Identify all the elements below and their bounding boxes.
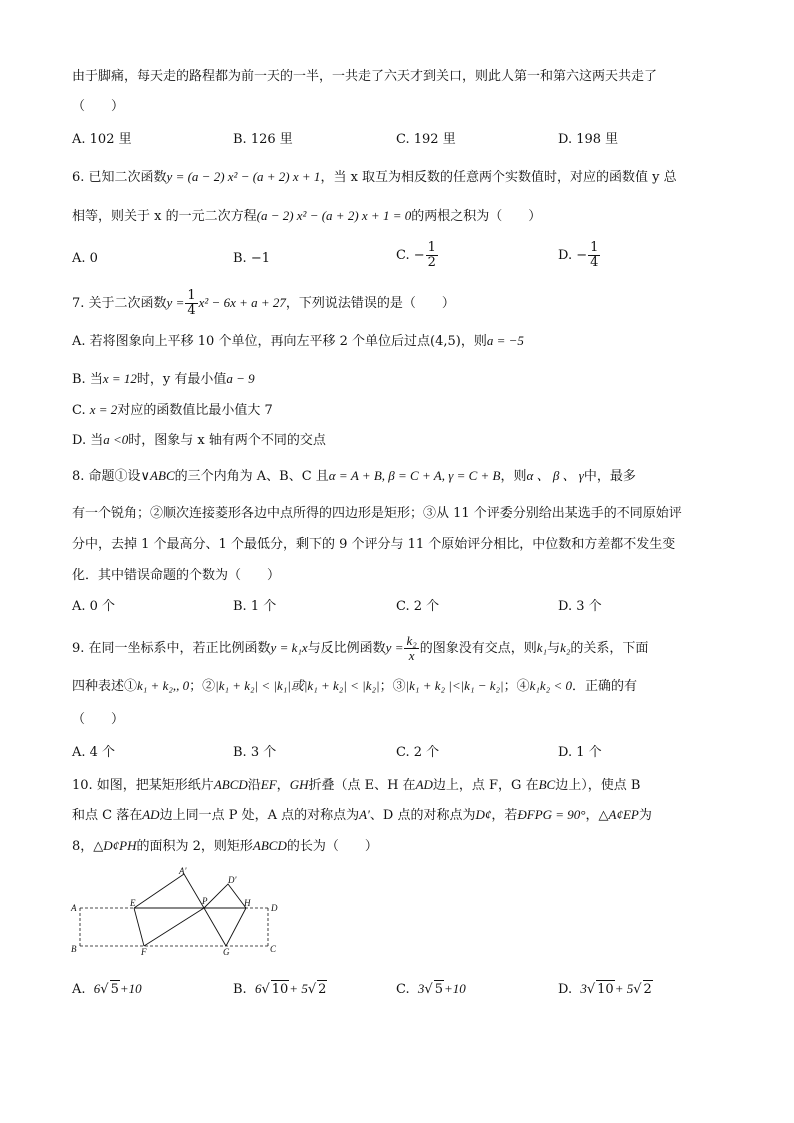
q9-text: ；④ [503, 679, 530, 694]
q9-expr: k₁ + k₂,, 0 [137, 678, 190, 693]
q10-expr: 6 [93, 981, 101, 996]
sqrt-radicand: 5 [110, 982, 119, 997]
label-c: C [270, 944, 277, 954]
label-g: G [223, 947, 230, 957]
q9-stem-line1 [72, 634, 648, 663]
q9-option-b: B. 3 个 [233, 745, 277, 760]
q9-text: ；② [189, 679, 216, 694]
q9-expr: k₁k₂ < 0 [529, 678, 572, 693]
q10-expr: ÐFPG = 90° [517, 807, 586, 822]
q10-text: 10. 如图，把某矩形纸片 [72, 778, 214, 793]
q10-text: 沿 [247, 778, 261, 793]
q8-expr: ∨ABC [140, 468, 175, 483]
q9-text: 9. 在同一坐标系中，若正比例函数 [72, 641, 271, 656]
q8-text: 中，最多 [583, 469, 636, 484]
q10-option-label: B. [233, 982, 247, 997]
sqrt-icon: √ [307, 982, 317, 997]
q7-text: A. 若将图象向上平移 10 个单位，再向左平移 2 个单位后过点 [72, 334, 430, 349]
q10-text: 边上），使点 B [555, 778, 641, 793]
fraction-numerator: 1 [590, 240, 599, 255]
q10-stem-line3 [72, 837, 378, 856]
label-e: E [130, 898, 136, 908]
q10-text: 的面积为 2，则矩形 [136, 839, 253, 854]
sqrt-radicand: 10 [597, 982, 614, 997]
q5-option-d: D. 198 里 [558, 132, 619, 147]
q9-text: 的图象没有交点，则 [419, 641, 537, 656]
q6-option-b: B. −1 [233, 251, 270, 266]
sqrt-radicand: 10 [271, 982, 289, 997]
q10-expr: A′ [359, 807, 370, 822]
q8-expr: α = A + B, β = C + A, γ = C + B [328, 468, 501, 483]
q7-option-c [72, 401, 273, 420]
q9-option-c: C. 2 个 [396, 745, 440, 760]
q7-text: ，下列说法错误的是（ ） [285, 296, 455, 311]
fraction-numerator: 1 [427, 240, 436, 255]
q9-expr: |k₁ + k₂ |<|k₁ − k₂| [405, 678, 504, 693]
q5-option-b: B. 126 里 [233, 132, 293, 147]
q7-text: B. 当 [72, 372, 103, 387]
q6-equation-expr: (a − 2) x² − (a + 2) x + 1 = 0 [256, 208, 412, 223]
q5-stem-line2: （ ） [72, 99, 125, 114]
q10-expr: +10 [443, 981, 466, 996]
q10-figure [68, 866, 288, 958]
q10-stem-line1 [72, 776, 640, 795]
label-a: A [71, 903, 77, 913]
q10-expr: 3 [580, 981, 587, 996]
q10-expr: BC [538, 777, 556, 792]
q10-option-b [233, 980, 327, 999]
q7-fraction [185, 289, 197, 318]
fraction-denominator: 4 [187, 303, 196, 318]
q10-text: 的长为（ ） [286, 839, 378, 854]
q9-stem-line2 [72, 677, 637, 696]
q6-option-a: A. 0 [72, 251, 98, 266]
q10-expr: GH [289, 777, 309, 792]
q10-expr: AD [142, 807, 160, 822]
q9-stem-line3: （ ） [72, 712, 125, 727]
q9-expr: y = k₁x [270, 640, 308, 655]
q7-text: ，则 [460, 334, 487, 349]
q8-stem-line2: 有一个锐角；②顺次连接菱形各边中点所得的四边形是矩形；③从 11 个评委分别给出某选手的不同原始评 [72, 506, 682, 521]
q6-text: 6. 已知二次函数 [72, 170, 167, 185]
q7-text: 时，图象与 x 轴有两个不同的交点 [128, 433, 326, 448]
q6-function-expr: y = (a − 2) x² − (a + 2) x + 1 [166, 169, 321, 184]
q9-text: 与反比例函数 [307, 641, 386, 656]
q10-expr: ABCD [252, 838, 287, 853]
q6-option-d-fraction [588, 241, 600, 270]
q6-option-d [558, 241, 601, 270]
q7-text: 时，y 有最小值 [136, 372, 227, 387]
label-b: B [71, 944, 77, 954]
q6-stem-line1 [72, 168, 677, 187]
sqrt-icon: √ [100, 982, 109, 997]
q9-text: ；③ [379, 679, 406, 694]
q9-text: 四种表述① [72, 679, 138, 694]
q7-expr: x = 12 [102, 371, 137, 386]
q5-option-c: C. 192 里 [396, 132, 456, 147]
label-h: H [244, 898, 251, 908]
q7-stem [72, 289, 455, 318]
q8-expr: α 、 β 、 γ [526, 468, 584, 483]
q10-stem-line2 [72, 806, 652, 825]
q7-expr: x = 2 [89, 402, 118, 417]
label-p: P [202, 896, 208, 906]
q10-expr: EF [260, 777, 277, 792]
sqrt-icon: √ [424, 982, 433, 997]
q8-option-d: D. 3 个 [558, 599, 602, 614]
q10-expr: D¢ [475, 807, 492, 822]
q7-expr: a − 9 [226, 371, 255, 386]
q8-text: 8. 命题①设 [72, 469, 141, 484]
q7-text: D. 当 [72, 433, 104, 448]
q9-text: ．正确的有 [571, 679, 637, 694]
sqrt-radicand: 2 [643, 982, 652, 997]
q7-option-d [72, 431, 326, 450]
q9-option-d: D. 1 个 [558, 745, 602, 760]
q7-text: 对应的函数值比最小值大 7 [117, 403, 273, 418]
fraction-denominator: 2 [427, 255, 436, 270]
q10-option-label: C. [396, 982, 410, 997]
q6-stem-line2 [72, 207, 541, 226]
q10-expr: △D¢PH [93, 838, 137, 853]
q10-option-d [558, 980, 653, 999]
sqrt-icon: √ [633, 982, 642, 997]
q7-point: (4,5) [430, 334, 461, 349]
q6-option-d-label: D. − [558, 248, 588, 263]
fraction-denominator: x [408, 648, 415, 663]
label-d-prime: D' [228, 875, 237, 885]
q6-text: 的两根之积为（ ） [411, 209, 542, 224]
q8-option-b: B. 1 个 [233, 599, 277, 614]
q10-expr: +10 [119, 981, 142, 996]
q6-text: 相等，则关于 x 的一元二次方程 [72, 209, 257, 224]
q10-option-a [72, 980, 142, 999]
q7-expr: x² − 6x + a + 27 [198, 295, 286, 310]
q10-expr: 6 [254, 981, 262, 996]
q8-stem-line1 [72, 467, 636, 486]
q8-option-c: C. 2 个 [396, 599, 440, 614]
q10-expr: + 5 [614, 981, 634, 996]
fraction-denominator: 4 [590, 255, 599, 270]
q9-expr: y = [385, 640, 404, 655]
q10-expr: AD [415, 777, 433, 792]
q6-option-c [396, 241, 439, 270]
label-a-prime: A' [179, 866, 187, 876]
q10-expr: + 5 [289, 981, 308, 996]
q8-option-a: A. 0 个 [72, 599, 116, 614]
q7-text: C. [72, 403, 86, 418]
q10-option-label: D. [558, 982, 573, 997]
q8-text: ，则 [500, 469, 527, 484]
q7-expr: y = [166, 295, 185, 310]
q7-expr: a = −5 [486, 333, 524, 348]
q10-expr: △A¢EP [598, 807, 639, 822]
q9-fraction [404, 634, 418, 663]
q6-text: ，当 x 取互为相反数的任意两个实数值时，对应的函数值 y 总 [320, 170, 677, 185]
sqrt-radicand: 5 [434, 982, 443, 997]
label-d: D [271, 903, 278, 913]
q6-option-c-fraction [426, 241, 438, 270]
sqrt-radicand: 2 [318, 982, 327, 997]
q10-text: 边上，点 F，G 在 [432, 778, 539, 793]
sqrt-icon: √ [586, 982, 596, 997]
q10-text: ， [585, 808, 599, 823]
q7-expr: a <0 [103, 432, 129, 447]
q7-option-b [72, 370, 255, 389]
q8-stem-line3: 分中，去掉 1 个最高分、1 个最低分，剩下的 9 个评分与 11 个原始评分相比，中位数和方差都不发生变 [72, 537, 676, 552]
q7-text: 7. 关于二次函数 [72, 296, 167, 311]
q9-expr: |k₁ + k₂| < |k₁|或|k₁ + k₂| < |k₂| [215, 678, 380, 693]
label-f: F [141, 947, 147, 957]
q9-expr: k₁ [536, 640, 548, 655]
sqrt-icon: √ [261, 982, 270, 997]
q10-text: 8， [72, 839, 94, 854]
q7-option-a [72, 332, 524, 351]
q9-option-a: A. 4 个 [72, 745, 116, 760]
q9-expr: k₂ [560, 640, 571, 655]
q10-text: 、D 点的对称点为 [369, 808, 476, 823]
q10-text: ，若 [491, 808, 518, 823]
q5-option-a: A. 102 里 [72, 132, 132, 147]
q10-text: ， [276, 778, 290, 793]
q10-text: 为 [638, 808, 652, 823]
q6-option-c-label: C. − [396, 248, 425, 263]
q10-expr: ABCD [213, 777, 248, 792]
q10-text: 折叠（点 E、H 在 [308, 778, 416, 793]
q10-option-label: A. [72, 982, 86, 997]
q10-option-c [396, 980, 466, 999]
q10-text: 和点 C 落在 [72, 808, 143, 823]
q8-text: 的三个内角为 A、B、C 且 [174, 469, 329, 484]
q9-text: 的关系，下面 [570, 641, 649, 656]
q10-expr: 3 [417, 981, 425, 996]
q5-stem-line1: 由于脚痛，每天走的路程都为前一天的一半，一共走了六天才到关口，则此人第一和第六这两天共走了 [72, 69, 658, 84]
fraction-numerator: k₂ [406, 633, 417, 648]
q9-text: 与 [547, 641, 561, 656]
fraction-numerator: 1 [187, 288, 196, 303]
q8-stem-line4: 化．其中错误命题的个数为（ ） [72, 568, 281, 583]
q10-text: 边上同一点 P 处，A 点的对称点为 [159, 808, 360, 823]
